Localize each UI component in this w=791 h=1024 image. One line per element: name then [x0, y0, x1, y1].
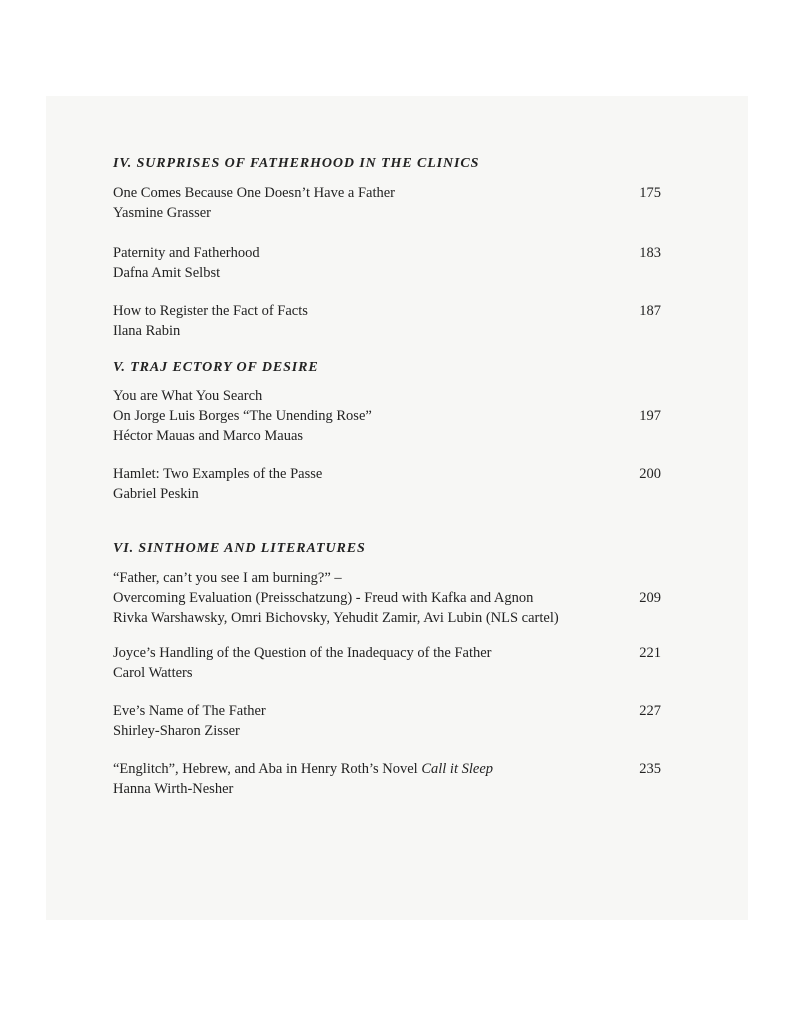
entry-title: Hamlet: Two Examples of the Passe — [113, 466, 323, 482]
entry-page-number: 235 — [639, 761, 661, 777]
toc-entry — [113, 643, 661, 683]
toc-entry — [113, 759, 661, 799]
toc-entry — [113, 243, 661, 283]
entry-author: Carol Watters — [113, 665, 193, 681]
entry-title-line-2: On Jorge Luis Borges “The Unending Rose” — [113, 408, 372, 424]
entry-title: Eve’s Name of The Father — [113, 703, 266, 719]
entry-title-line-1: You are What You Search — [113, 388, 263, 404]
toc-entry — [113, 386, 661, 446]
entry-author: Rivka Warshawsky, Omri Bichovsky, Yehudit Zamir, Avi Lubin (NLS cartel) — [113, 610, 559, 626]
entry-author: Héctor Mauas and Marco Mauas — [113, 428, 304, 444]
section-heading-v: V. TRAJ ECTORY OF DESIRE — [113, 360, 319, 375]
entry-title: Paternity and Fatherhood — [113, 245, 260, 261]
entry-title: Joyce’s Handling of the Question of the Inadequacy of the Father — [113, 645, 492, 661]
entry-author: Shirley-Sharon Zisser — [113, 723, 240, 739]
toc-entry — [113, 568, 661, 628]
entry-author: Hanna Wirth-Nesher — [113, 781, 234, 797]
entry-title-italic: Call it Sleep — [421, 761, 494, 777]
entry-page-number: 200 — [639, 466, 661, 482]
entry-page-number: 209 — [639, 590, 661, 606]
entry-page-number: 183 — [639, 245, 661, 261]
toc-entry — [113, 301, 661, 341]
entry-page-number: 197 — [639, 408, 661, 424]
entry-title-line-1: “Father, can’t you see I am burning?” – — [113, 570, 342, 586]
toc-entry — [113, 701, 661, 741]
entry-page-number: 187 — [639, 303, 661, 319]
entry-title: One Comes Because One Doesn’t Have a Father — [113, 185, 395, 201]
toc-entry — [113, 183, 661, 223]
entry-title: How to Register the Fact of Facts — [113, 303, 308, 319]
entry-page-number: 175 — [639, 185, 661, 201]
toc-entry — [113, 464, 661, 504]
entry-author: Gabriel Peskin — [113, 486, 199, 502]
entry-author: Ilana Rabin — [113, 323, 181, 339]
entry-page-number: 221 — [639, 645, 661, 661]
section-heading-iv: IV. SURPRISES OF FATHERHOOD IN THE CLINICS — [113, 156, 480, 171]
entry-title-plain: “Englitch”, Hebrew, and Aba in Henry Roth’s Novel — [113, 761, 422, 777]
section-heading-vi: VI. SINTHOME AND LITERATURES — [113, 541, 366, 556]
entry-title — [113, 759, 661, 779]
entry-title-line-2: Overcoming Evaluation (Preisschatzung) - Freud with Kafka and Agnon — [113, 590, 534, 606]
entry-author: Yasmine Grasser — [113, 205, 212, 221]
entry-page-number: 227 — [639, 703, 661, 719]
entry-author: Dafna Amit Selbst — [113, 265, 221, 281]
